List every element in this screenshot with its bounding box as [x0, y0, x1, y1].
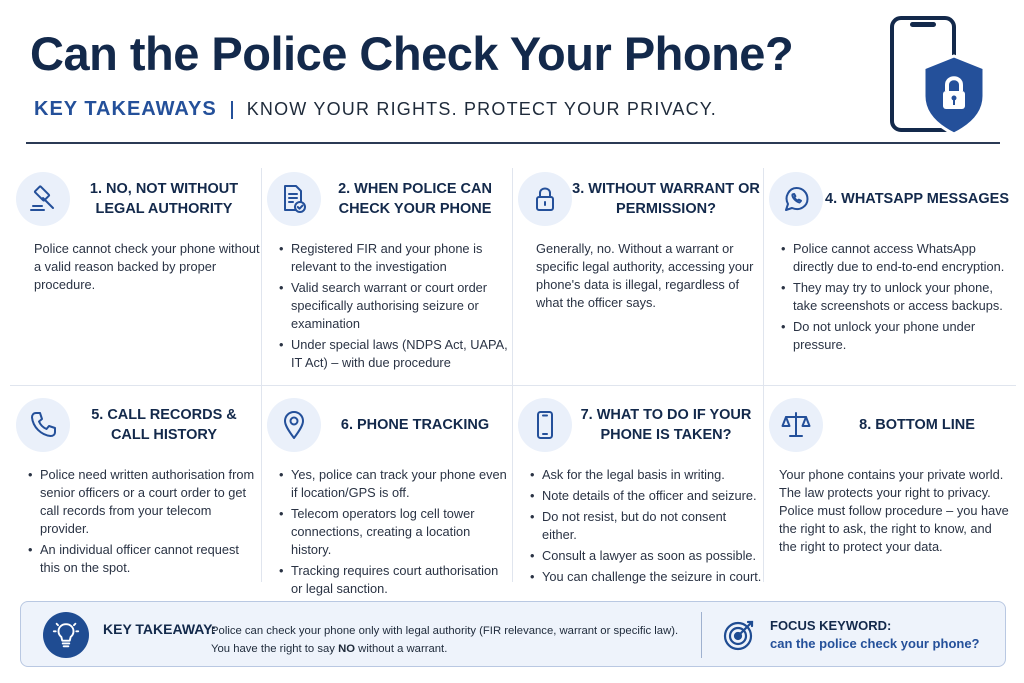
card-title: 2. WHEN POLICE CAN CHECK YOUR PHONE: [338, 181, 492, 217]
key-takeaway-banner: [20, 601, 1006, 667]
phone-handset-icon: [16, 398, 70, 452]
subtitle-divider: [231, 101, 233, 119]
key-takeaway-line: Police can check your phone only with legal authority (FIR relevance, warrant or specific law).: [211, 625, 679, 637]
list-item: • Ask for the legal basis in writing.: [528, 466, 762, 484]
card-text: Generally, no. Without a warrant or specific legal authority, accessing your phone's data is illegal, regardless of what the officer says.: [536, 241, 754, 310]
list-item: • Registered FIR and your phone is relevant to the investigation: [277, 240, 511, 276]
card-whatsapp: [769, 168, 1019, 357]
key-takeaways-label: KEY TAKEAWAYS: [34, 98, 217, 120]
card-title: 7. WHAT TO DO IF YOUR PHONE IS TAKEN?: [580, 407, 752, 443]
whatsapp-icon: [769, 172, 823, 226]
list-item: • An individual officer cannot request this on the spot.: [26, 541, 260, 577]
card-phone-taken: [518, 394, 768, 589]
card-title: 6. PHONE TRACKING: [340, 417, 490, 433]
list-item: • Yes, police can track your phone even if location/GPS is off.: [277, 466, 511, 502]
emphasis-no: NO: [338, 643, 356, 655]
list-item: • Do not resist, but do not consent either.: [528, 508, 762, 544]
card-title: 3. WITHOUT WARRANT OR PERMISSION?: [572, 181, 760, 217]
list-item: • You can challenge the seizure in court.: [528, 568, 762, 586]
card-text: Police cannot check your phone without a valid reason backed by proper procedure.: [34, 241, 260, 292]
card-text: Your phone contains your private world. The law protects your right to privacy. Police must follow procedure – you have the right to ask, the right to know, and the right to protect your data.: [779, 467, 1009, 554]
list-item: • Do not unlock your phone under pressure.: [779, 318, 1013, 354]
card-phone-tracking: [267, 394, 517, 601]
target-icon: [721, 617, 757, 653]
card-title: 8. BOTTOM LINE: [859, 417, 975, 433]
list-item: • Tracking requires court authorisation or legal sanction.: [277, 562, 511, 598]
card-without-warrant: [518, 168, 768, 312]
header-divider: [26, 142, 1000, 144]
list-item: • Valid search warrant or court order specifically authorising seizure or examination: [277, 279, 511, 333]
phone-shield-icon: [884, 14, 994, 139]
card-bottom-line: [769, 394, 1019, 556]
list-item: • Under special laws (NDPS Act, UAPA, IT Act) – with due procedure: [277, 336, 511, 372]
location-pin-icon: [267, 398, 321, 452]
focus-keyword: can the police check your phone?: [770, 636, 980, 651]
row-divider: [10, 385, 1016, 386]
card-title: 5. CALL RECORDS & CALL HISTORY: [91, 407, 237, 443]
list-item: • Note details of the officer and seizure.: [528, 487, 762, 505]
list-item: • Police need written authorisation from senior officers or a court order to get call records from your telecom provider.: [26, 466, 260, 538]
smartphone-icon: [518, 398, 572, 452]
card-legal-authority: [16, 168, 266, 294]
key-takeaway-label: KEY TAKEAWAY:: [103, 621, 217, 637]
scales-icon: [769, 398, 823, 452]
text-segment: without a warrant.: [355, 643, 448, 655]
footer-divider: [701, 612, 702, 658]
focus-keyword-label: FOCUS KEYWORD:: [770, 618, 892, 633]
card-when-police-can-check: [267, 168, 517, 375]
list-item: • They may try to unlock your phone, take screenshots or access backups.: [779, 279, 1013, 315]
lightbulb-icon: [43, 612, 89, 658]
subtitle-line: [34, 98, 717, 121]
card-title: 4. WHATSAPP MESSAGES: [825, 191, 1009, 207]
key-takeaway-line: [211, 640, 678, 658]
card-title: 1. NO, NOT WITHOUT LEGAL AUTHORITY: [89, 181, 239, 217]
card-call-records: [16, 394, 266, 580]
lock-icon: [518, 172, 572, 226]
document-check-icon: [267, 172, 321, 226]
list-item: • Telecom operators log cell tower connections, creating a location history.: [277, 505, 511, 559]
key-takeaway-text: [211, 622, 678, 658]
list-item: • Police cannot access WhatsApp directly due to end-to-end encryption.: [779, 240, 1013, 276]
list-item: • Consult a lawyer as soon as possible.: [528, 547, 762, 565]
text-segment: You have the right to say: [211, 643, 339, 655]
gavel-icon: [16, 172, 70, 226]
takeaways-grid: [10, 168, 1016, 596]
tagline: KNOW YOUR RIGHTS. PROTECT YOUR PRIVACY.: [246, 99, 717, 119]
page-title: Can the Police Check Your Phone?: [30, 27, 794, 80]
